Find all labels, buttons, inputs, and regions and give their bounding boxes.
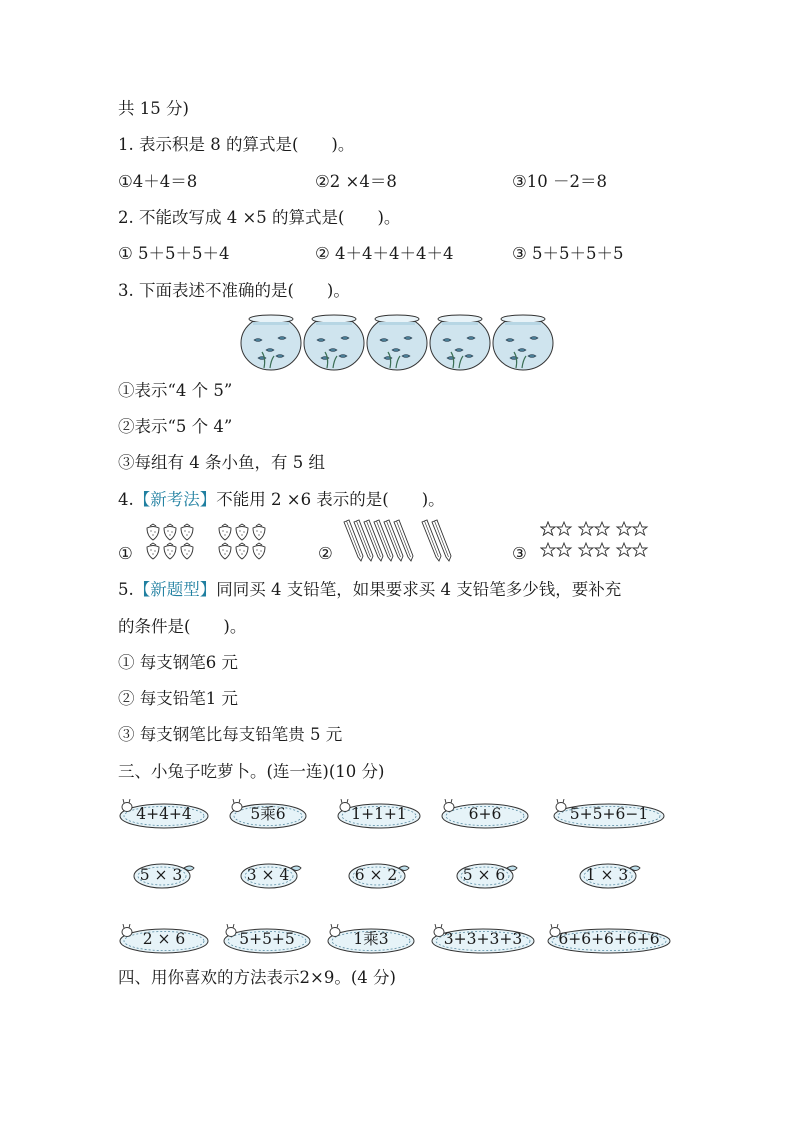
question-2-option-3: ③ 5＋5＋5＋5 (512, 244, 624, 263)
carrot-card[interactable] (239, 860, 303, 890)
question-4-mark-3: ③ (512, 544, 527, 563)
question-1-option-2: ②2 ×4＝8 (315, 172, 397, 191)
section-2-tail: 共 15 分) (118, 99, 189, 118)
carrot-card[interactable] (132, 860, 196, 890)
bunny-card-label: 5+5+5 (239, 930, 295, 948)
question-5-stem (118, 579, 621, 601)
question-5-option-2: ② 每支铅笔1 元 (118, 689, 238, 708)
question-2-option-1: ① 5＋5＋5＋4 (118, 244, 230, 263)
carrot-card[interactable] (347, 860, 411, 890)
bunny-card[interactable] (118, 924, 210, 954)
bunny-card-label: 5+5+6−1 (569, 805, 649, 823)
bunny-card[interactable] (326, 924, 416, 954)
question-3-option-3: ③每组有 4 条小鱼，有 5 组 (118, 453, 325, 472)
question-3-option-1: ①表示“4 个 5” (118, 381, 233, 400)
question-2-stem: 2. 不能改写成 4 ×5 的算式是( )。 (118, 208, 401, 227)
question-5-number: 5. (118, 580, 134, 599)
carrot-card-label: 1 × 3 (585, 866, 629, 884)
star-icon (540, 521, 654, 561)
bunny-card[interactable] (552, 799, 666, 829)
section-3-title: 三、小兔子吃萝卜。(连一连)(10 分) (118, 762, 385, 781)
question-5-option-1: ① 每支钢笔6 元 (118, 653, 238, 672)
question-2-option-2: ② 4＋4＋4＋4＋4 (315, 244, 454, 263)
question-4-mark-2: ② (318, 544, 333, 563)
bunny-card-label: 2 × 6 (142, 930, 186, 948)
strawberries-figure (145, 523, 275, 567)
bunny-card[interactable] (430, 924, 536, 954)
carrot-card-label: 3 × 4 (246, 866, 290, 884)
question-4-tag: 【新考法】 (133, 490, 217, 509)
pencils-figure (342, 519, 462, 567)
carrot-card[interactable] (455, 860, 519, 890)
bunny-card-label: 1+1+1 (351, 805, 407, 823)
carrot-card[interactable] (578, 860, 642, 890)
bunny-card-label: 6+6 (468, 805, 502, 823)
carrot-card-label: 6 × 2 (354, 866, 398, 884)
pencil-icon (342, 519, 462, 563)
strawberry-icon (145, 523, 275, 563)
question-3-stem: 3. 下面表述不准确的是( )。 (118, 281, 350, 300)
bunny-card[interactable] (336, 799, 422, 829)
bunny-card-label: 5乘6 (250, 805, 286, 823)
question-4-number: 4. (118, 490, 134, 509)
question-3-option-2: ②表示“5 个 4” (118, 417, 233, 436)
bunny-card[interactable] (118, 799, 210, 829)
bunny-card[interactable] (222, 924, 312, 954)
question-1-option-3: ③10 －2＝8 (512, 172, 608, 191)
bunny-card-label: 1乘3 (353, 930, 389, 948)
question-4-mark-1: ① (118, 544, 133, 563)
question-1-option-1: ①4＋4＝8 (118, 172, 198, 191)
fishbowl-icon (240, 310, 556, 372)
section-4-title: 四、用你喜欢的方法表示2×9。(4 分) (118, 968, 396, 987)
carrot-card-label: 5 × 3 (139, 866, 183, 884)
fishbowls-figure (240, 310, 556, 376)
bunny-card-label: 6+6+6+6+6 (558, 930, 660, 948)
bunny-card-label: 3+3+3+3 (443, 930, 523, 948)
question-1-stem: 1. 表示积是 8 的算式是( )。 (118, 135, 355, 154)
question-5-tag: 【新题型】 (133, 580, 217, 599)
bunny-card[interactable] (228, 799, 308, 829)
question-5-text: 同同买 4 支铅笔，如果要求买 4 支铅笔多少钱，要补充 (216, 580, 622, 599)
carrot-card-label: 5 × 6 (462, 866, 506, 884)
question-4-stem (118, 489, 445, 511)
bunny-card[interactable] (546, 924, 672, 954)
question-5-option-3: ③ 每支钢笔比每支铅笔贵 5 元 (118, 725, 343, 744)
question-5-stem-line-2: 的条件是( )。 (118, 617, 247, 636)
bunny-card[interactable] (440, 799, 530, 829)
stars-figure (540, 521, 654, 565)
bunny-card-label: 4+4+4 (136, 805, 192, 823)
question-4-text: 不能用 2 ×6 表示的是( )。 (216, 490, 445, 509)
